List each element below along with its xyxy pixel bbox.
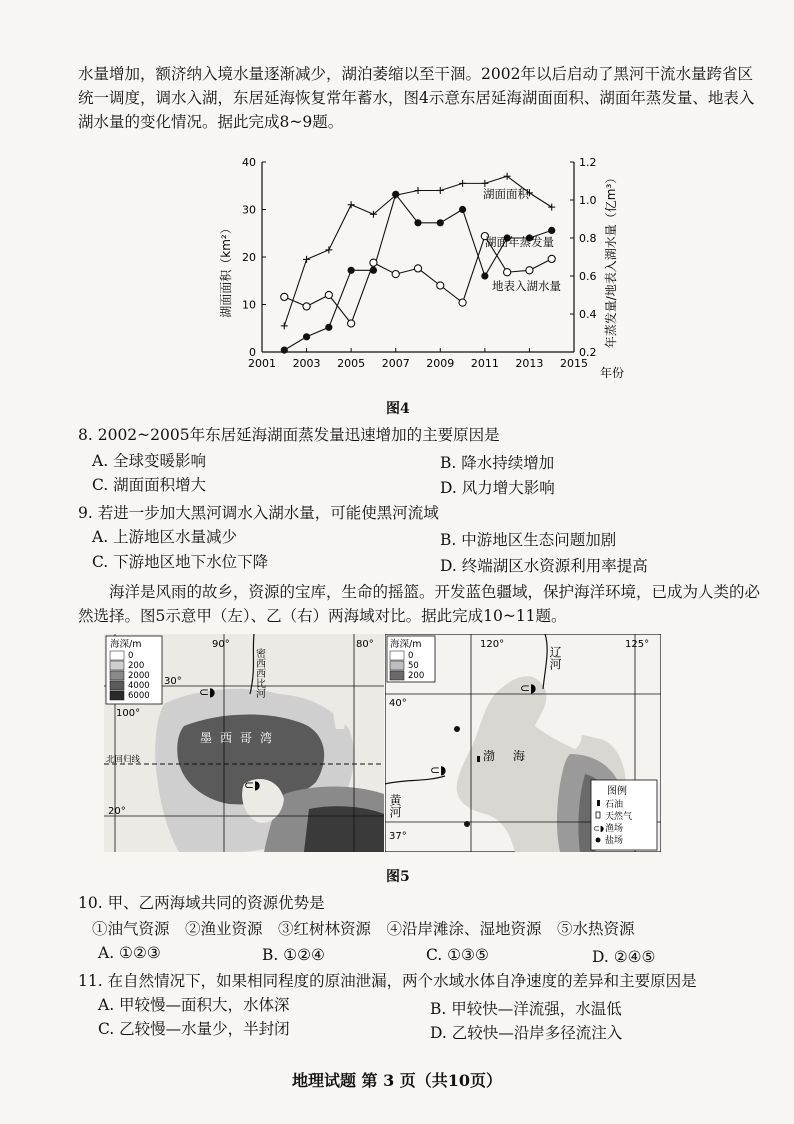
lat-label: 20°: [108, 806, 126, 817]
salt-field-icon: [454, 726, 460, 732]
q8-option-b: B. 降水持续增加: [440, 454, 555, 472]
x-tick-label: 2003: [292, 357, 321, 370]
q9-stem: 9. 若进一步加大黑河调水入湖水量，可能使黑河流域: [78, 504, 439, 522]
data-point-plus: [325, 246, 332, 253]
right-map-symbol-legend: [591, 780, 657, 850]
lat-label: 37°: [389, 831, 407, 842]
q8-stem: 8. 2002~2005年东居延海湖面蒸发量迅速增加的主要原因是: [78, 426, 500, 444]
x-tick-label: 2011: [470, 357, 499, 370]
right-map-depth-legend: [387, 636, 435, 682]
data-point-filled: [459, 206, 466, 213]
figure4-caption: 图4: [386, 401, 410, 417]
data-point-hollow: [437, 282, 444, 289]
data-point-filled: [303, 333, 310, 340]
series-label-inflow: 地表入湖水量: [492, 279, 561, 293]
y-tick-label-left: 40: [242, 156, 256, 169]
y-tick-label-right: 0.6: [579, 270, 597, 283]
lon-label: 120°: [480, 639, 505, 650]
fish-icon: ⊂◗: [199, 685, 216, 699]
data-point-filled: [392, 191, 399, 198]
y-axis-right-label: 年蒸发量/地表入湖水量（亿m³）: [604, 171, 618, 349]
q10-items: ①油气资源 ②渔业资源 ③红树林资源 ④沿岸滩涂、湿地资源 ⑤水热资源: [92, 920, 635, 938]
data-point-hollow: [325, 291, 332, 298]
place-label-mississippi: 密西西比河: [253, 648, 265, 698]
place-label-bohai: 渤海: [483, 749, 544, 763]
data-point-hollow: [392, 271, 399, 278]
data-point-hollow: [548, 255, 555, 262]
data-point-hollow: [414, 265, 421, 272]
lon-label-100: 100°: [116, 708, 141, 719]
data-point-hollow: [303, 303, 310, 310]
lon-label: 80°: [356, 639, 374, 650]
legend-item: 石油: [605, 800, 624, 810]
place-label-huang: 黄河: [388, 794, 402, 818]
data-point-plus: [415, 187, 422, 194]
series-label-evaporation: 湖面年蒸发量: [485, 235, 554, 249]
q10-stem: 10. 甲、乙两海域共同的资源优势是: [78, 894, 325, 912]
salt-field-icon: [464, 821, 470, 827]
y-tick-label-left: 30: [242, 203, 256, 217]
fish-icon: ⊂◗: [244, 778, 261, 792]
q11-option-d: D. 乙较快—沿岸多径流注入: [430, 1024, 623, 1042]
data-point-filled: [414, 219, 421, 226]
data-point-filled: [437, 219, 444, 226]
q9-option-d: D. 终端湖区水资源利用率提高: [440, 557, 648, 575]
intro-paragraph: 水量增加，额济纳入境水量逐渐减少，湖泊萎缩以至干涸。2002年以后启动了黑河干流水量跨省区统一调度，调水入湖，东居延海恢复常年蓄水，图4示意东居延海湖面面积、湖面年蒸发量、地表入湖水量的变化情况。据此完成8~9题。: [78, 65, 755, 131]
data-point-plus: [481, 180, 488, 187]
q10-option-c: C. ①③⑤: [426, 946, 489, 964]
legend-item: 渔场: [605, 824, 624, 834]
y-tick-label-left: 0: [249, 346, 256, 359]
data-point-plus: [348, 201, 355, 208]
oil-icon: [597, 800, 600, 806]
left-map-depth-legend: [106, 636, 162, 704]
legend-item: 天然气: [605, 812, 633, 822]
data-point-filled: [348, 267, 355, 274]
left-legend-value: 0: [128, 651, 134, 661]
data-point-hollow: [504, 269, 511, 276]
y-tick-label-right: 0.2: [579, 346, 597, 359]
q11-option-a: A. 甲较慢—面积大，水体深: [98, 996, 290, 1014]
data-point-plus: [281, 322, 288, 329]
salt-field-icon: [596, 838, 601, 843]
q9-option-a: A. 上游地区水量减少: [92, 528, 238, 546]
data-point-plus: [437, 187, 444, 194]
right-legend-value: 0: [408, 651, 414, 661]
lon-label: 125°: [625, 639, 650, 650]
y-tick-label-left: 20: [242, 251, 256, 264]
y-tick-label-left: 10: [242, 298, 256, 312]
data-point-filled: [548, 227, 555, 234]
x-tick-label: 2001: [248, 357, 276, 370]
q10-option-d: D. ②④⑤: [592, 948, 656, 966]
oil-icon: [477, 756, 480, 762]
right-legend-value: 50: [408, 661, 419, 671]
lon-label: 90°: [212, 639, 230, 650]
right-legend-title: 海深/m: [390, 639, 422, 650]
place-label-gulf: 墨西哥湾: [200, 731, 281, 745]
left-legend-value: 200: [128, 661, 145, 671]
x-tick-label: 2005: [337, 357, 366, 370]
figure5-left-map: [104, 634, 384, 852]
q9-option-c: C. 下游地区地下水位下降: [92, 553, 269, 571]
fish-icon: ⊂◗: [520, 681, 537, 695]
figure4-chart: [210, 150, 630, 390]
data-point-hollow: [370, 259, 377, 266]
y-tick-label-right: 0.4: [579, 308, 597, 321]
left-legend-value: 2000: [128, 671, 150, 681]
y-axis-left-label: 湖面面积（km²）: [219, 222, 233, 318]
q8-option-c: C. 湖面面积增大: [92, 476, 207, 494]
x-axis-label: 年份: [600, 366, 625, 380]
q8-option-a: A. 全球变暖影响: [92, 452, 207, 470]
place-label-tropic: 北回归线: [106, 755, 141, 765]
page-footer: 地理试题 第 3 页（共10页）: [291, 1071, 503, 1090]
y-tick-label-right: 1.2: [579, 156, 597, 169]
figure5-right-map: [385, 634, 661, 852]
symbol-legend-title: 图例: [607, 786, 627, 797]
q10-option-a: A. ①②③: [98, 944, 161, 962]
data-point-plus: [548, 204, 555, 211]
y-tick-label-right: 0.8: [579, 232, 597, 245]
right-legend-value: 200: [408, 671, 425, 681]
q8-option-d: D. 风力增大影响: [440, 479, 555, 497]
data-point-hollow: [526, 267, 533, 274]
lat-label: 30°: [164, 676, 182, 687]
x-tick-label: 2009: [426, 357, 455, 370]
fish-icon: ⊂◗: [430, 763, 447, 777]
q9-option-b: B. 中游地区生态问题加剧: [440, 531, 617, 549]
place-label-liao: 辽河: [548, 646, 562, 670]
data-point-hollow: [459, 299, 466, 306]
left-legend-value: 4000: [128, 681, 150, 691]
q10-option-b: B. ①②④: [262, 946, 325, 964]
data-point-filled: [281, 347, 288, 354]
left-legend-value: 6000: [128, 691, 150, 701]
data-point-filled: [481, 272, 488, 279]
q11-stem: 11. 在自然情况下，如果相同程度的原油泄漏，两个水域水体自净速度的差异和主要原因是: [78, 972, 697, 990]
series-label-lake-area: 湖面面积: [483, 187, 529, 201]
ocean-paragraph: 海洋是风雨的故乡，资源的宝库，生命的摇篮。开发蓝色疆域，保护海洋环境，已成为人类的必然选择。图5示意甲（左）、乙（右）两海域对比。据此完成10~11题。: [78, 583, 761, 625]
legend-item: 盐场: [605, 836, 624, 846]
lat-label: 40°: [389, 698, 407, 709]
figure5-caption: 图5: [386, 869, 410, 885]
x-tick-label: 2015: [560, 357, 588, 370]
data-point-hollow: [281, 293, 288, 300]
fish-icon: ⊂◗: [593, 824, 604, 833]
x-tick-label: 2013: [515, 357, 544, 370]
q11-option-c: C. 乙较慢—水量少，半封闭: [98, 1020, 290, 1038]
y-tick-label-right: 1.0: [579, 194, 597, 207]
q11-option-b: B. 甲较快—洋流强，水温低: [430, 1000, 622, 1018]
x-tick-label: 2007: [381, 357, 410, 370]
left-legend-title: 海深/m: [110, 639, 142, 650]
data-point-plus: [303, 256, 310, 263]
data-point-plus: [459, 180, 466, 187]
data-point-filled: [325, 324, 332, 331]
data-point-hollow: [348, 320, 355, 327]
